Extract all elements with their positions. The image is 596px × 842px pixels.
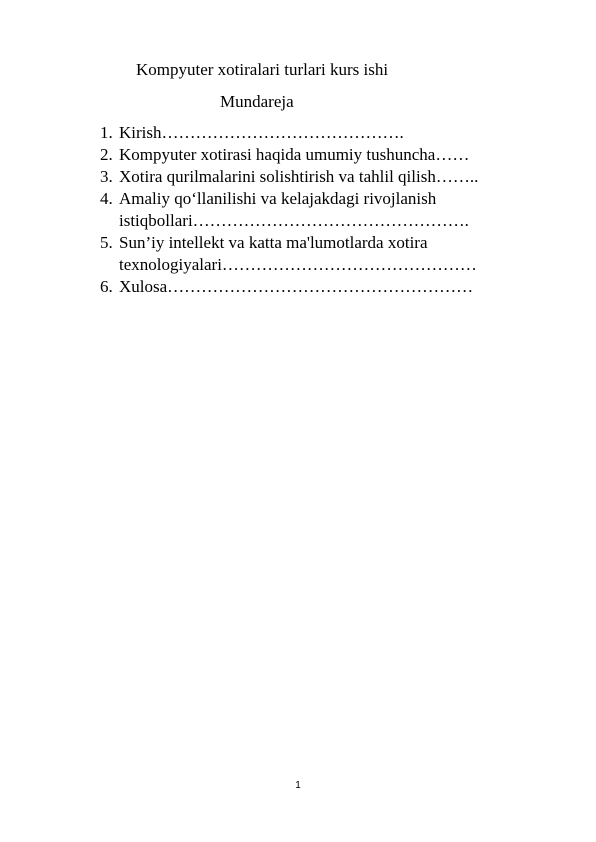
toc-number: 2.	[100, 145, 113, 164]
toc-item	[100, 188, 560, 232]
toc-entry-text: Xulosa………………………………………………	[119, 277, 474, 296]
contents-heading: Mundareja	[220, 92, 294, 111]
toc-number: 1.	[100, 123, 113, 142]
toc-number: 5.	[100, 233, 113, 252]
toc-item	[100, 166, 560, 188]
toc-entry-text: Sun’iy intellekt va katta ma'lumotlarda xotira texnologiyalari………………………………………	[119, 233, 477, 274]
document-title: Kompyuter xotiralari turlari kurs ishi	[136, 60, 389, 79]
toc-entry-text: Amaliy qo‘llanilishi va kelajakdagi rivojlanish istiqbollari………………………………………….	[119, 189, 469, 230]
toc-number: 3.	[100, 167, 113, 186]
page-number: 1	[295, 780, 301, 791]
table-of-contents	[100, 122, 560, 298]
toc-number: 4.	[100, 189, 113, 208]
toc-item	[100, 144, 560, 166]
toc-number: 6.	[100, 277, 113, 296]
toc-item	[100, 122, 560, 144]
toc-item	[100, 232, 560, 276]
toc-entry-text: Kompyuter xotirasi haqida umumiy tushuncha……	[119, 145, 470, 164]
toc-entry-text: Kirish…………………………………….	[119, 123, 404, 142]
toc-entry-text: Xotira qurilmalarini solishtirish va tahlil qilish……..	[119, 167, 479, 186]
toc-item	[100, 276, 560, 298]
